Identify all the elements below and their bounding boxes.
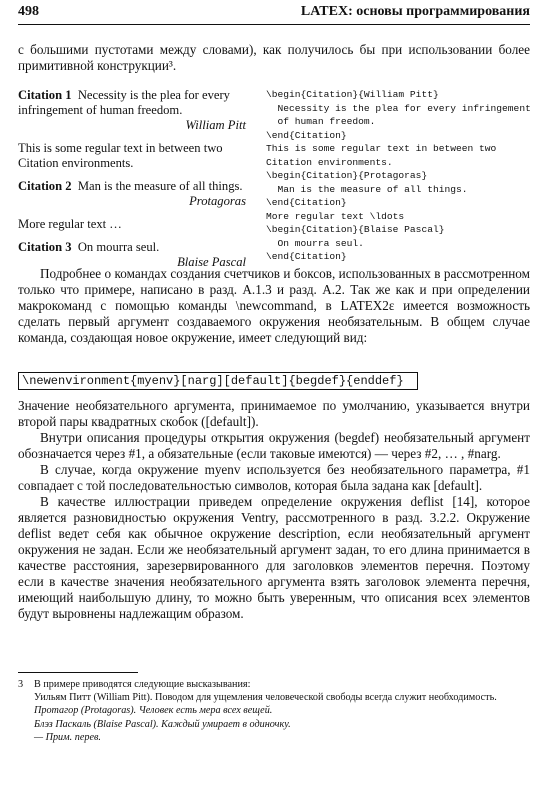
citation-author: Protagoras — [189, 194, 246, 208]
example-source-code: \begin{Citation}{William Pitt} Necessity is the plea for every infringement of human freedom. \end{Citation} This is some regular text in between two Citation environments. \begin{Citation}{Protagoras} Man is the measure of all things. \end{Citation} More regular text \ldots \begin{Citation}{Blaise Pascal} On mourra seul. \end{Citation} — [266, 89, 531, 262]
footnote — [18, 678, 530, 744]
body-paragraphs — [18, 398, 530, 622]
footnote-line: Уильям Питт (William Pitt). Поводом для ущемления человеческой свободы всегда служит необходимость. — [34, 692, 497, 704]
regular-text: This is some regular text in between two Citation environments. — [18, 141, 223, 170]
page-number: 498 — [18, 4, 39, 19]
footnote-line: Протагор (Protagoras). Человек есть мера всех вещей. — [34, 705, 273, 717]
citation-text: On mourra seul. — [77, 240, 160, 254]
citation-text: Necessity is the plea for every infringement of human freedom. — [18, 88, 230, 117]
body-paragraph: В случае, когда окружение myenv используется без необязательного параметра, #1 совпадает с той последовательностью символов, которая была задана как [default]. — [18, 462, 530, 493]
command-syntax-box: \newenvironment{myenv}[narg][default]{begdef}{enddef} — [18, 372, 418, 390]
example-rendered-output — [18, 88, 246, 278]
body-paragraph: Внутри описания процедуры открытия окружения (begdef) необязательный аргумент обозначается через #1, а обязательные (если таковые имеются) — через #2, … , #narg. — [18, 430, 530, 461]
citation-label: Citation 3 — [18, 240, 72, 254]
regular-text: More regular text … — [18, 217, 122, 231]
footnote-line: В примере приводятся следующие высказывания: — [34, 679, 251, 690]
footnote-line: Блэз Паскаль (Blaise Pascal). Каждый умирает в одиночку. — [34, 718, 291, 730]
citation-2 — [18, 179, 246, 209]
running-title: LATEX: основы программирования — [300, 4, 530, 19]
citation-label: Citation 2 — [18, 179, 72, 193]
body-paragraph: Значение необязательного аргумента, принимаемое по умолчанию, указывается внутри второй пары квадратных скобок ([default]). — [18, 398, 530, 429]
citation-label: Citation 1 — [18, 88, 72, 102]
running-header — [18, 2, 530, 25]
footnote-rule — [18, 672, 138, 673]
footnote-mark: 3 — [18, 679, 24, 690]
body-paragraph: В качестве иллюстрации приведем определение окружения deflist [14], которое является разновидностью окружения Ventry, рассмотренного в разд. 3.2.2. Окружение deflist ведет себя как обычное окружение description, если необязательный аргумент окружения не задан. Если же необязательный аргумент задан, то его длина принимается в качестве расстояния, зарезервированного для заголовков элементов перечня. Поэтому если в качестве значения необязательного аргумента взять заголовок элемента перечня, имеющий наибольшую длину, то можно быть уверенным, что описания всех элементов будут выровнены надлежащим образом. — [18, 494, 530, 621]
footnote-line: — Прим. перев. — [34, 731, 101, 743]
citation-1 — [18, 88, 246, 133]
body-paragraph: Подробнее о командах создания счетчиков и боксов, использованных в рассмотренном только что примере, написано в разд. A.1.3 и разд. A.2. Так же как и при определении макрокоманд с помощью команды \newcommand, в LATEX2ε имеется возможность сделать первый аргумент создаваемого окружения необязательным. В общем случае команда, создающая новое окружение, имеет следующий вид: — [18, 266, 530, 345]
citation-author: Blaise Pascal — [177, 255, 246, 269]
intro-paragraph: с большими пустотами между словами), как получилось бы при использовании более примитивной конструкции³. — [18, 42, 530, 73]
citation-author: William Pitt — [185, 118, 246, 132]
citation-text: Man is the measure of all things. — [77, 179, 243, 193]
